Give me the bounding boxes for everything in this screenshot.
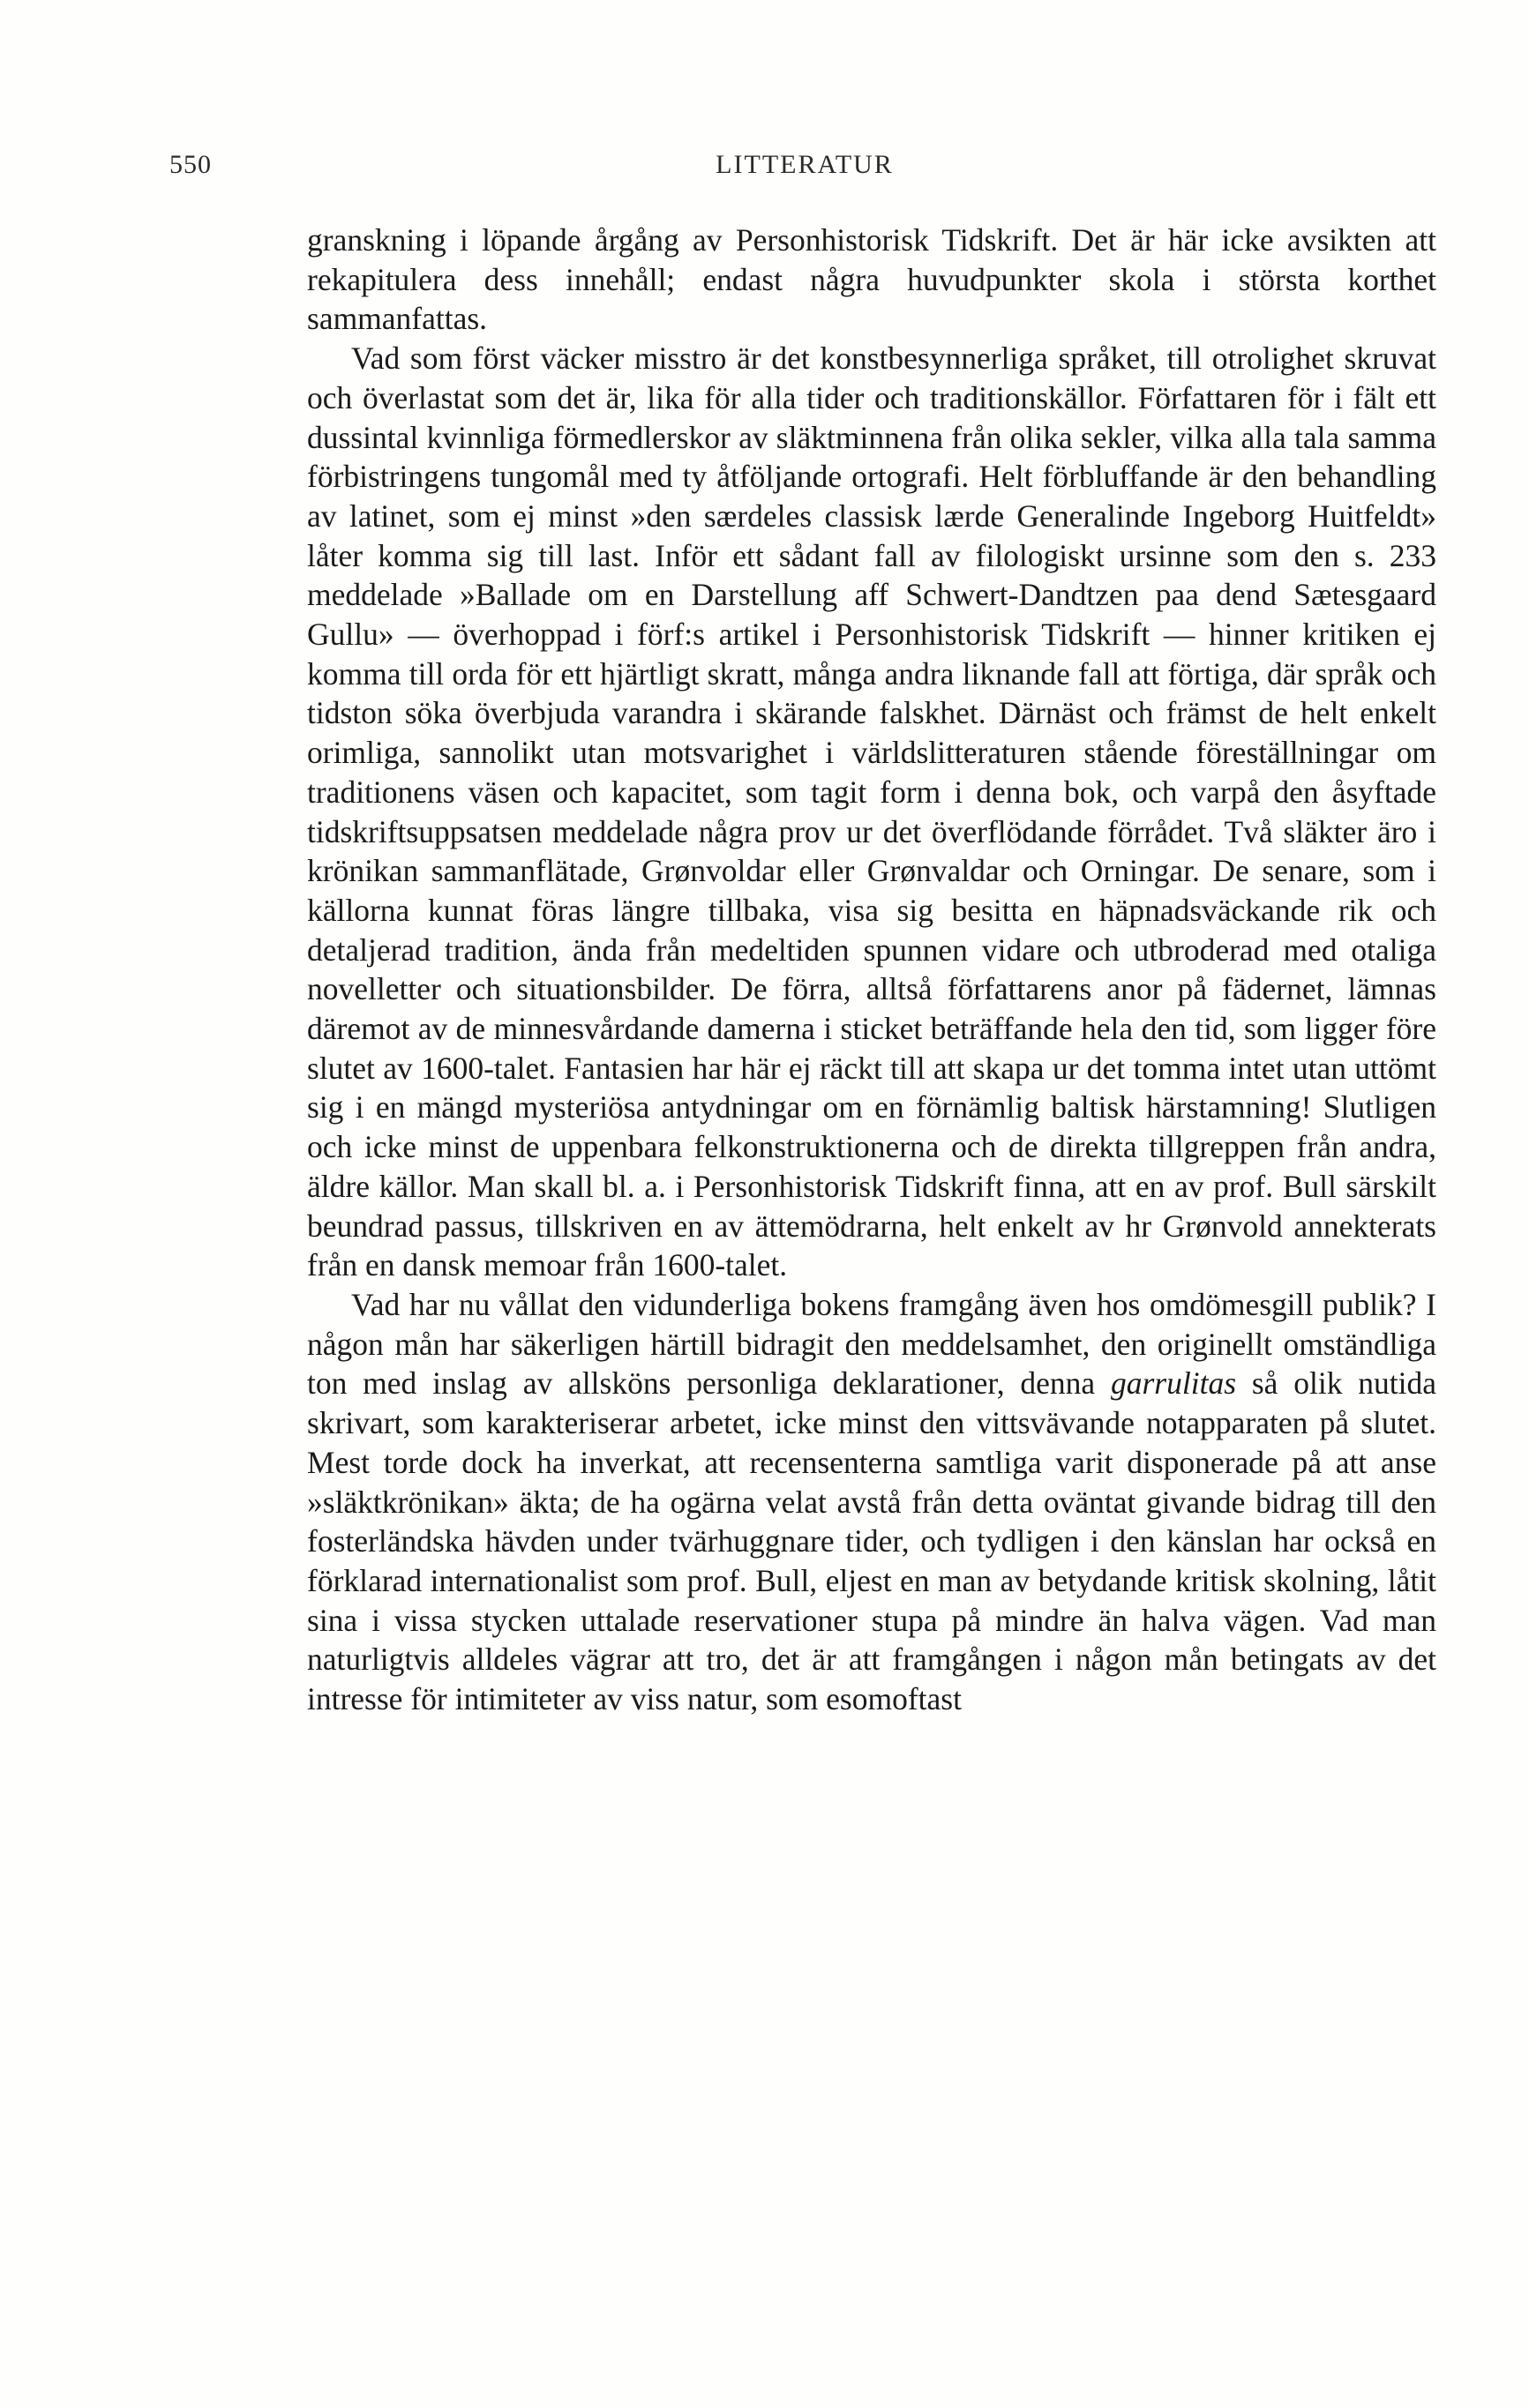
paragraph-3-part-2: så olik nutida skrivart, som karakteriserar arbetet, icke minst den vittsvävande notapparaten på slutet. Mest torde dock ha inverkat, att recensenterna samtliga varit disponerade på att anse »släktkrönikan» äkta; de ha ogärna velat avstå från detta oväntat givande bidrag till den fosterländska hävden under tvärhuggnare tider, och tydligen i den känslan har också en förklarad internationalist som prof. Bull, eljest en man av betydande kritisk skolning, låtit sina i vissa stycken uttalade reservationer stupa på mindre än halva vägen. Vad man naturligtvis alldeles vägrar att tro, det är att framgången i någon mån betingats av det intresse för intimiteter av viss natur, som esomoftast [307, 1365, 1436, 1717]
section-title: LITTERATUR [716, 150, 894, 179]
paragraph-3 [307, 1285, 1436, 1719]
running-head [169, 150, 1440, 185]
paragraph-3-part-1: Vad har nu vållat den vidunderliga bokens framgång även hos omdömesgill publik? I någon mån har säkerligen härtill bidragit den meddelsamhet, den originellt omständliga ton med inslag av allsköns personliga deklarationer, denna [307, 1286, 1436, 1402]
paragraph-2: Vad som först väcker misstro är det konstbesynnerliga språket, till otrolighet skruvat och överlastat som det är, lika för alla tider och traditionskällor. Författaren för i fält ett dussintal kvinnliga förmedlerskor av släktminnena från olika sekler, vilka alla tala samma förbistringens tungomål med ty åtföljande ortografi. Helt förbluffande är den behandling av latinet, som ej minst »den særdeles classisk lærde Generalinde Ingeborg Huitfeldt» låter komma sig till last. Inför ett sådant fall av filologiskt ursinne som den s. 233 meddelade »Ballade om en Darstellung aff Schwert-Dandtzen paa dend Sætesgaard Gullu» — överhoppad i förf:s artikel i Personhistorisk Tidskrift — hinner kritiken ej komma till orda för ett hjärtligt skratt, många andra liknande fall att förtiga, där språk och tidston söka överbjuda varandra i skärande falskhet. Därnäst och främst de helt enkelt orimliga, sannolikt utan motsvarighet i världslitteraturen stående föreställningar om traditionens väsen och kapacitet, som tagit form i denna bok, och varpå den åsyftade tidskriftsuppsatsen meddelade några prov ur det överflödande förrådet. Två släkter äro i krönikan sammanflätade, Grønvoldar eller Grønvaldar och Orningar. De senare, som i källorna kunnat föras längre tillbaka, visa sig besitta en häpnadsväckande rik och detaljerad tradition, ända från medeltiden spunnen vidare och utbroderad med otaliga novelletter och situationsbilder. De förra, alltså författarens anor på fädernet, lämnas däremot av de minnesvårdande damerna i sticket beträffande hela den tid, som ligger före slutet av 1600-talet. Fantasien har här ej räckt till att skapa ur det tomma intet utan uttömt sig i en mängd mysteriösa antydningar om en förnämlig baltisk härstamning! Slutligen och icke minst de uppenbara felkonstruktionerna och de direkta tillgreppen från andra, äldre källor. Man skall bl. a. i Personhistorisk Tidskrift finna, att en av prof. Bull särskilt beundrad passus, tillskriven en av ättemödrarna, helt enkelt av hr Grønvold annekterats från en dansk memoar från 1600-talet. [307, 340, 1436, 1283]
body-text [307, 221, 1436, 1719]
paragraph-1: granskning i löpande årgång av Personhistorisk Tidskrift. Det är här icke avsikten att rekapitulera dess innehåll; endast några huvudpunkter skola i största korthet sammanfattas. [307, 222, 1436, 337]
page-number: 550 [169, 150, 212, 179]
italic-term: garrulitas [1110, 1365, 1237, 1402]
